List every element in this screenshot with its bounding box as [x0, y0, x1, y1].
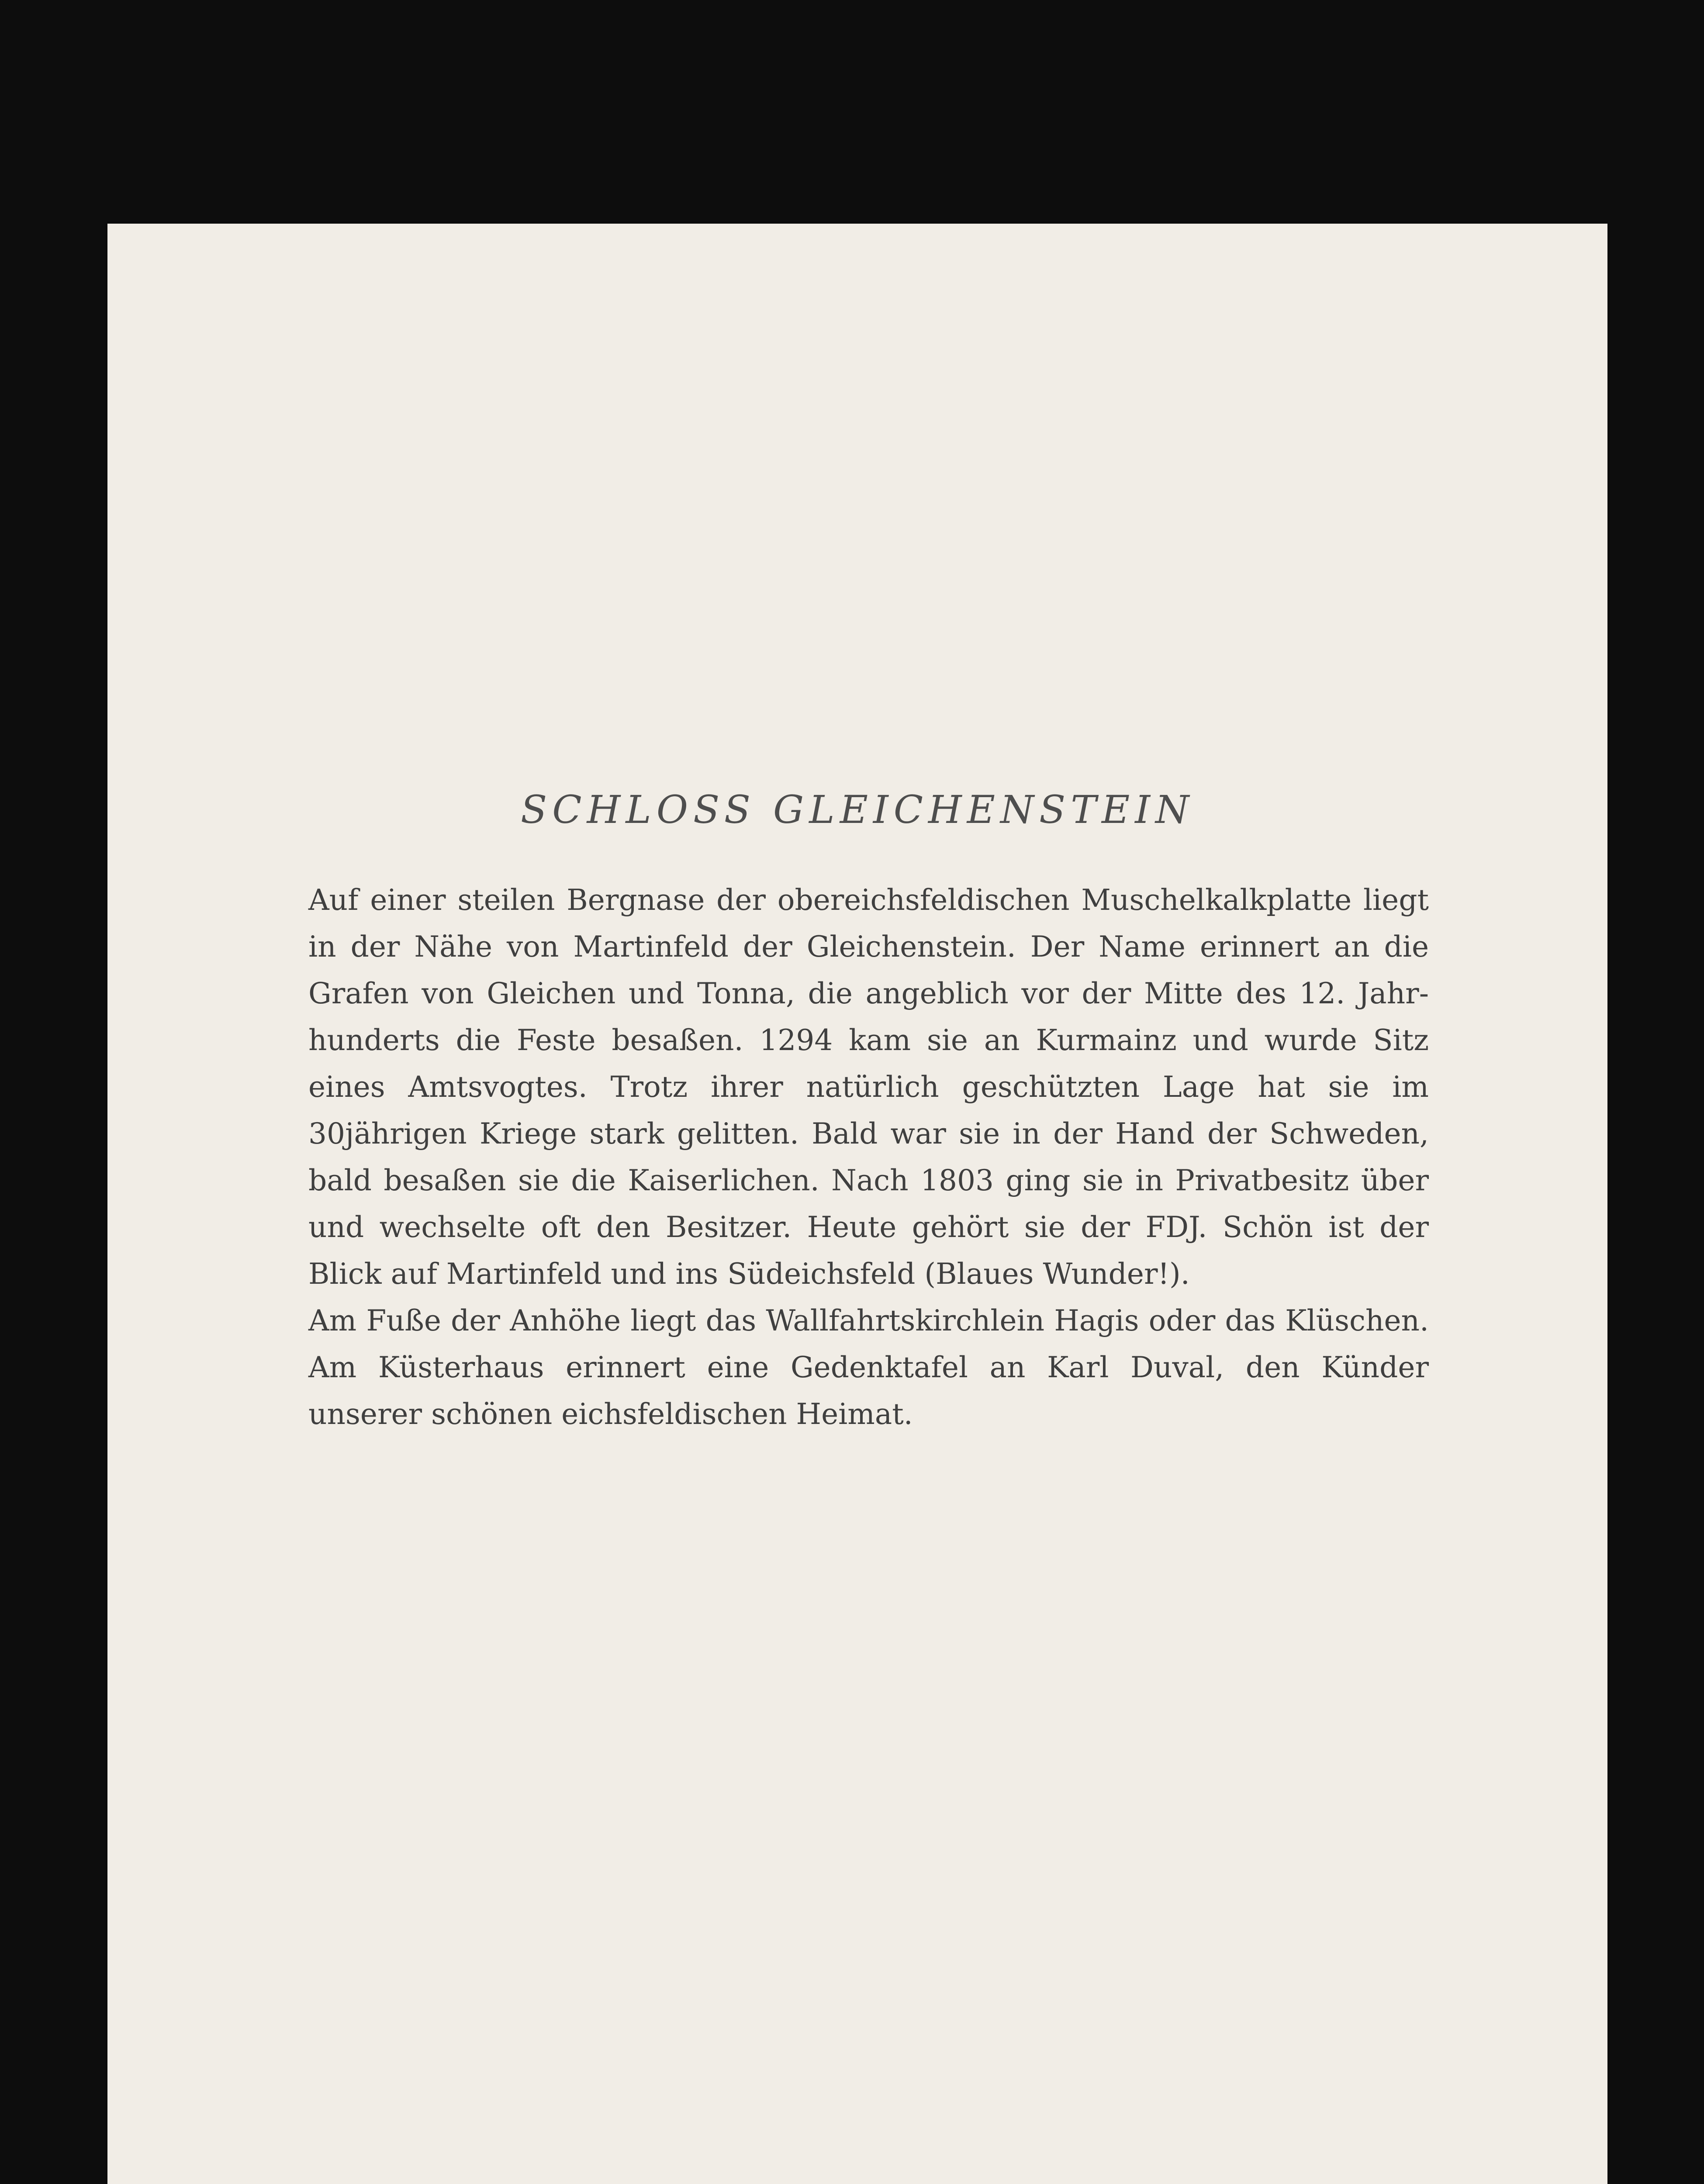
text-line-10: Am Fuße der Anhöhe liegt das Wallfahrtskirchlein Hagis oder das Klüschen.	[308, 1304, 1429, 1337]
text-line-6: 30jährigen Kriege stark gelitten. Bald war sie in der Hand der Schweden,	[308, 1117, 1429, 1151]
text-line-8: und wechselte oft den Besitzer. Heute gehört sie der FDJ. Schön ist der	[308, 1210, 1429, 1244]
text-line-12: unserer schönen eichsfeldischen Heimat.	[308, 1397, 913, 1431]
text-line-1: Auf einer steilen Bergnase der obereichsfeldischen Muschelkalkplatte liegt	[308, 883, 1429, 917]
text-line-11: Am Küsterhaus erinnert eine Gedenktafel an Karl Duval, den Künder	[308, 1351, 1429, 1384]
text-line-3: Grafen von Gleichen und Tonna, die angeblich vor der Mitte des 12. Jahr-	[308, 977, 1429, 1010]
body-text	[308, 877, 1429, 1438]
postcard-back	[107, 224, 1607, 2184]
text-line-4: hunderts die Feste besaßen. 1294 kam sie an Kurmainz und wurde Sitz	[308, 1023, 1429, 1057]
page-title: SCHLOSS GLEICHENSTEIN	[521, 787, 1194, 832]
text-line-7: bald besaßen sie die Kaiserlichen. Nach 1803 ging sie in Privatbesitz über	[308, 1164, 1429, 1197]
text-line-2: in der Nähe von Martinfeld der Gleichenstein. Der Name erinnert an die	[308, 930, 1429, 964]
text-line-9: Blick auf Martinfeld und ins Südeichsfeld (Blaues Wunder!).	[308, 1257, 1190, 1291]
text-line-5: eines Amtsvogtes. Trotz ihrer natürlich geschützten Lage hat sie im	[308, 1070, 1429, 1104]
